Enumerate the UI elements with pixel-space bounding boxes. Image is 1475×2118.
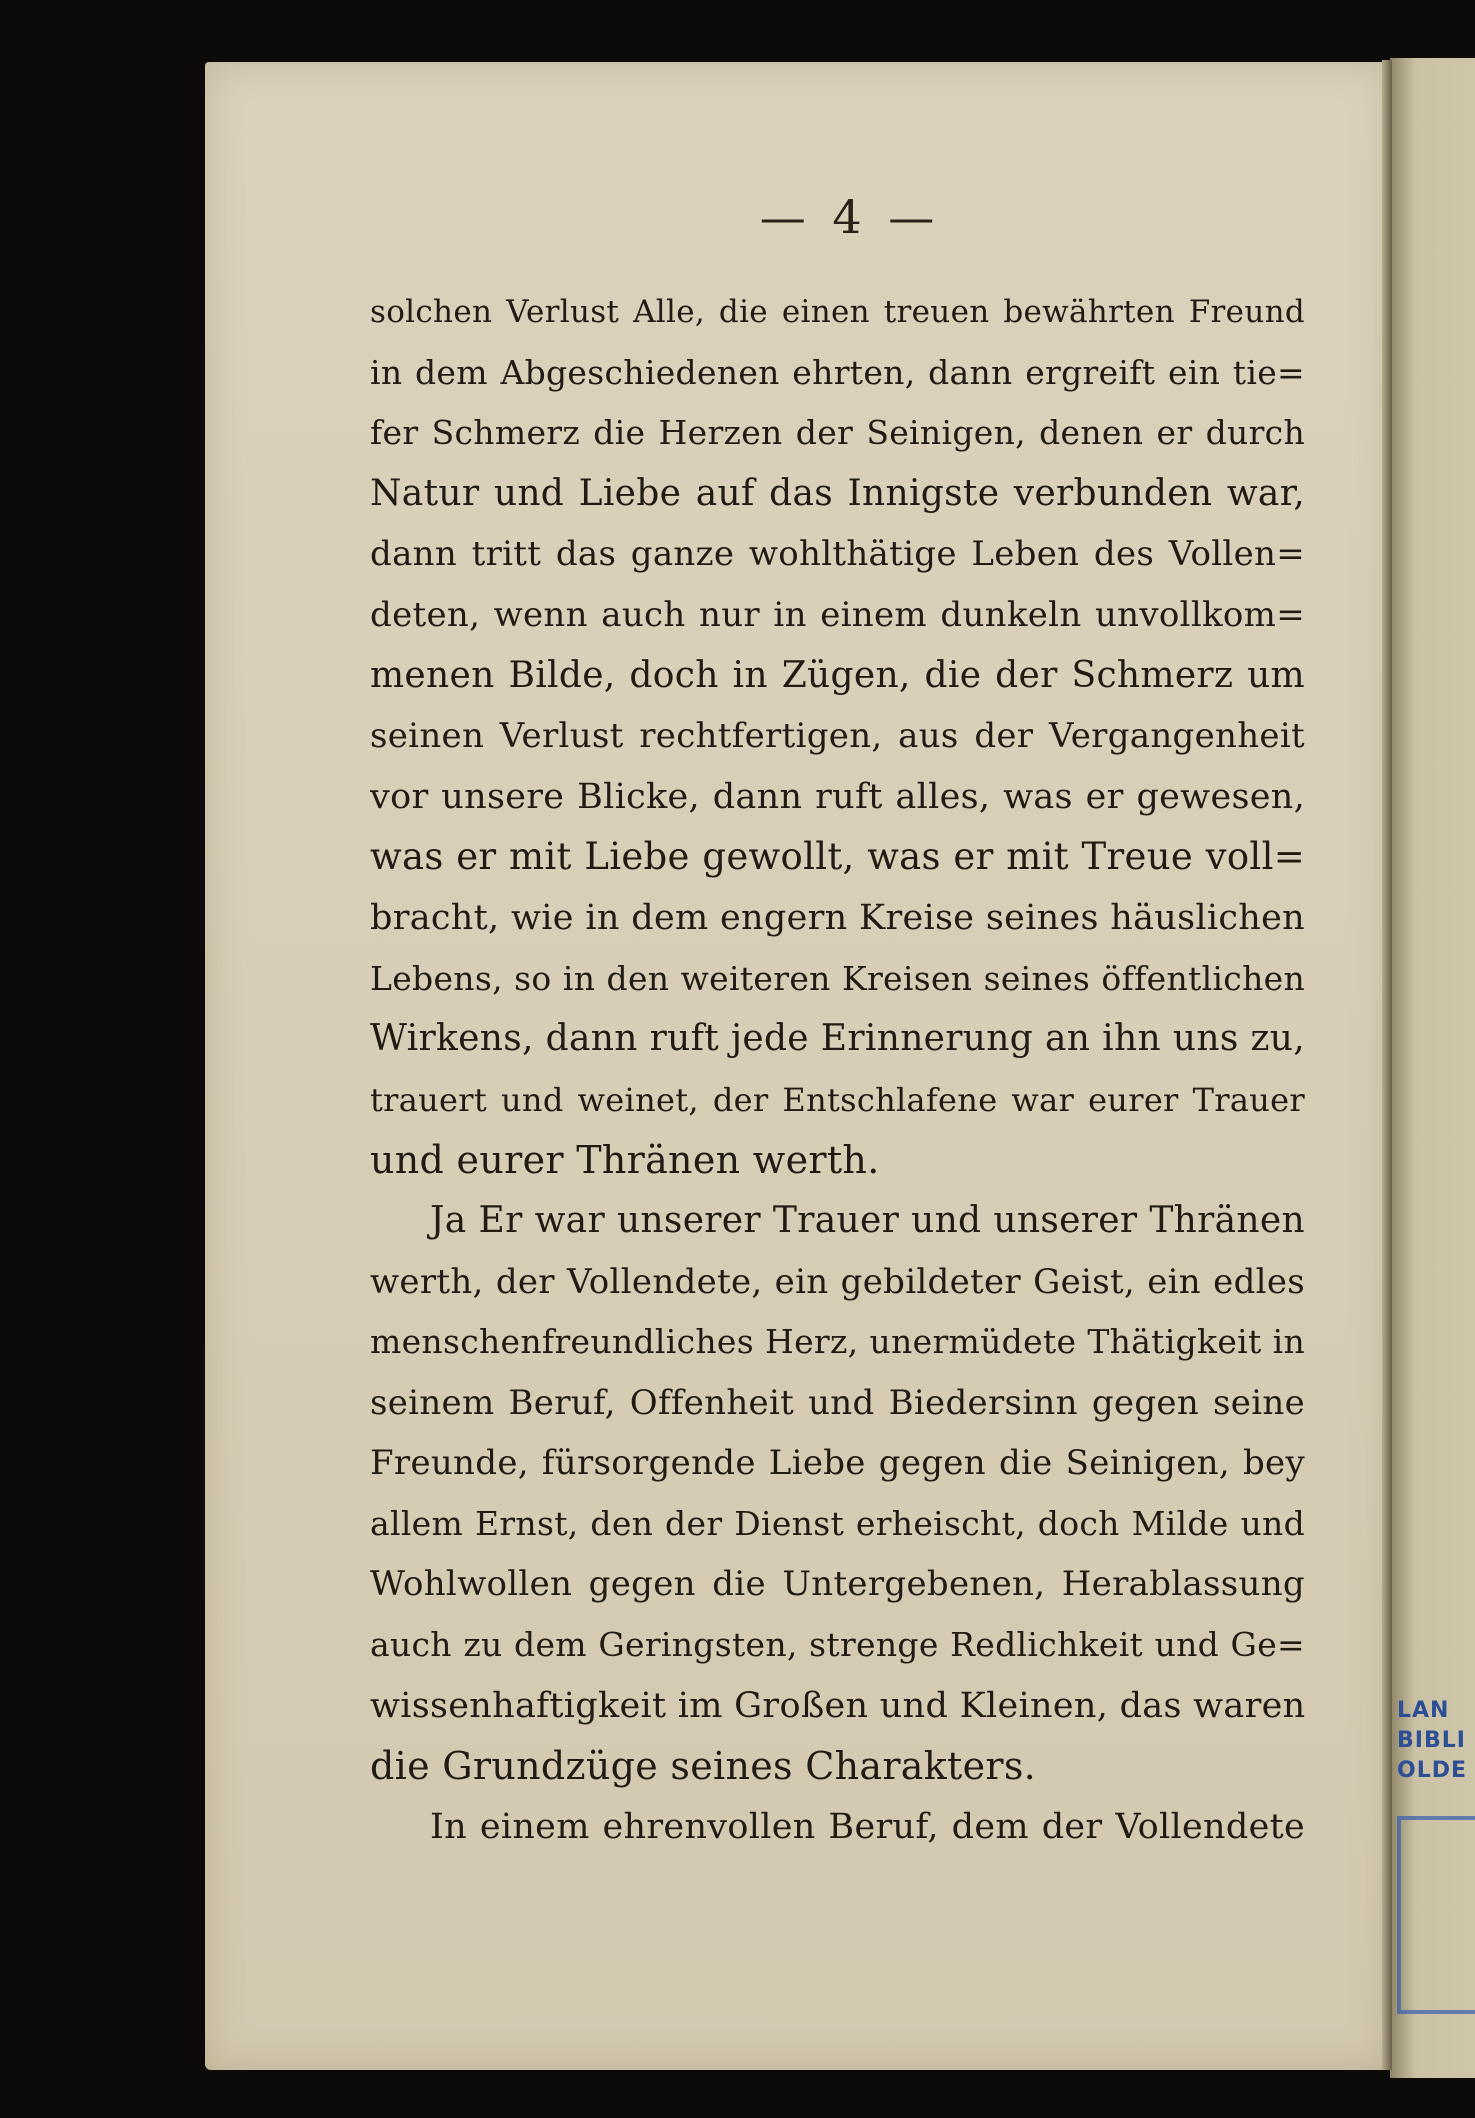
text-line: auch zu dem Geringsten, strenge Redlichkeit und Ge= [370, 1625, 1305, 1665]
stamp-text: OLDE [1397, 1758, 1468, 1783]
stamp-text: LAN [1397, 1698, 1450, 1723]
text-line: fer Schmerz die Herzen der Seinigen, denen er durch [370, 413, 1305, 453]
text-line: Natur und Liebe auf das Innigste verbunden war, [370, 472, 1305, 514]
text-line: seinem Beruf, Offenheit und Biedersinn gegen seine [370, 1382, 1305, 1423]
page-number: — 4 — [759, 190, 941, 244]
text-line: menen Bilde, doch in Zügen, die der Schmerz um [370, 654, 1305, 696]
page-fold [1382, 60, 1392, 2070]
text-line: trauert und weinet, der Entschlafene war eurer Trauer [370, 1080, 1305, 1119]
text-line: in dem Abgeschiedenen ehrten, dann ergreift ein tie= [370, 352, 1305, 392]
text-line: dann tritt das ganze wohlthätige Leben des Vollen= [370, 534, 1305, 575]
text-line: deten, wenn auch nur in einem dunkeln unvollkom= [370, 594, 1305, 635]
text-line: bracht, wie in dem engern Kreise seines häuslichen [370, 897, 1305, 938]
text-line: solchen Verlust Alle, die einen treuen bewährten Freund [370, 294, 1305, 330]
text-line: wissenhaftigkeit im Großen und Kleinen, das waren [370, 1685, 1306, 1726]
text-line: In einem ehrenvollen Beruf, dem der Vollendete [430, 1806, 1305, 1847]
text-line: was er mit Liebe gewollt, was er mit Treue voll= [370, 835, 1305, 879]
text-line: Ja Er war unserer Trauer und unserer Thränen [430, 1199, 1305, 1241]
stamp-emblem [1397, 1816, 1475, 2014]
text-line: menschenfreundliches Herz, unermüdete Thätigkeit in [370, 1322, 1305, 1362]
body-text [370, 282, 1305, 1857]
text-line: vor unsere Blicke, dann ruft alles, was er gewesen, [370, 776, 1305, 817]
library-stamp [1397, 1696, 1475, 2016]
text-line: Wohlwollen gegen die Untergebenen, Herablassung [370, 1564, 1305, 1605]
text-line: Freunde, fürsorgende Liebe gegen die Seinigen, bey [370, 1443, 1305, 1484]
text-line: und eurer Thränen werth. [370, 1138, 880, 1183]
text-line: allem Ernst, den der Dienst erheischt, doch Milde und [370, 1503, 1305, 1543]
text-line: werth, der Vollendete, ein gebildeter Geist, ein edles [370, 1261, 1305, 1302]
text-line: die Grundzüge seines Charakters. [370, 1744, 1037, 1789]
stamp-text: BIBLI [1397, 1728, 1466, 1753]
text-line: Wirkens, dann ruft jede Erinnerung an ihn uns zu, [370, 1018, 1305, 1060]
text-line: seinen Verlust rechtfertigen, aus der Vergangenheit [370, 716, 1305, 757]
text-line: Lebens, so in den weiteren Kreisen seines öffentlichen [370, 958, 1305, 998]
